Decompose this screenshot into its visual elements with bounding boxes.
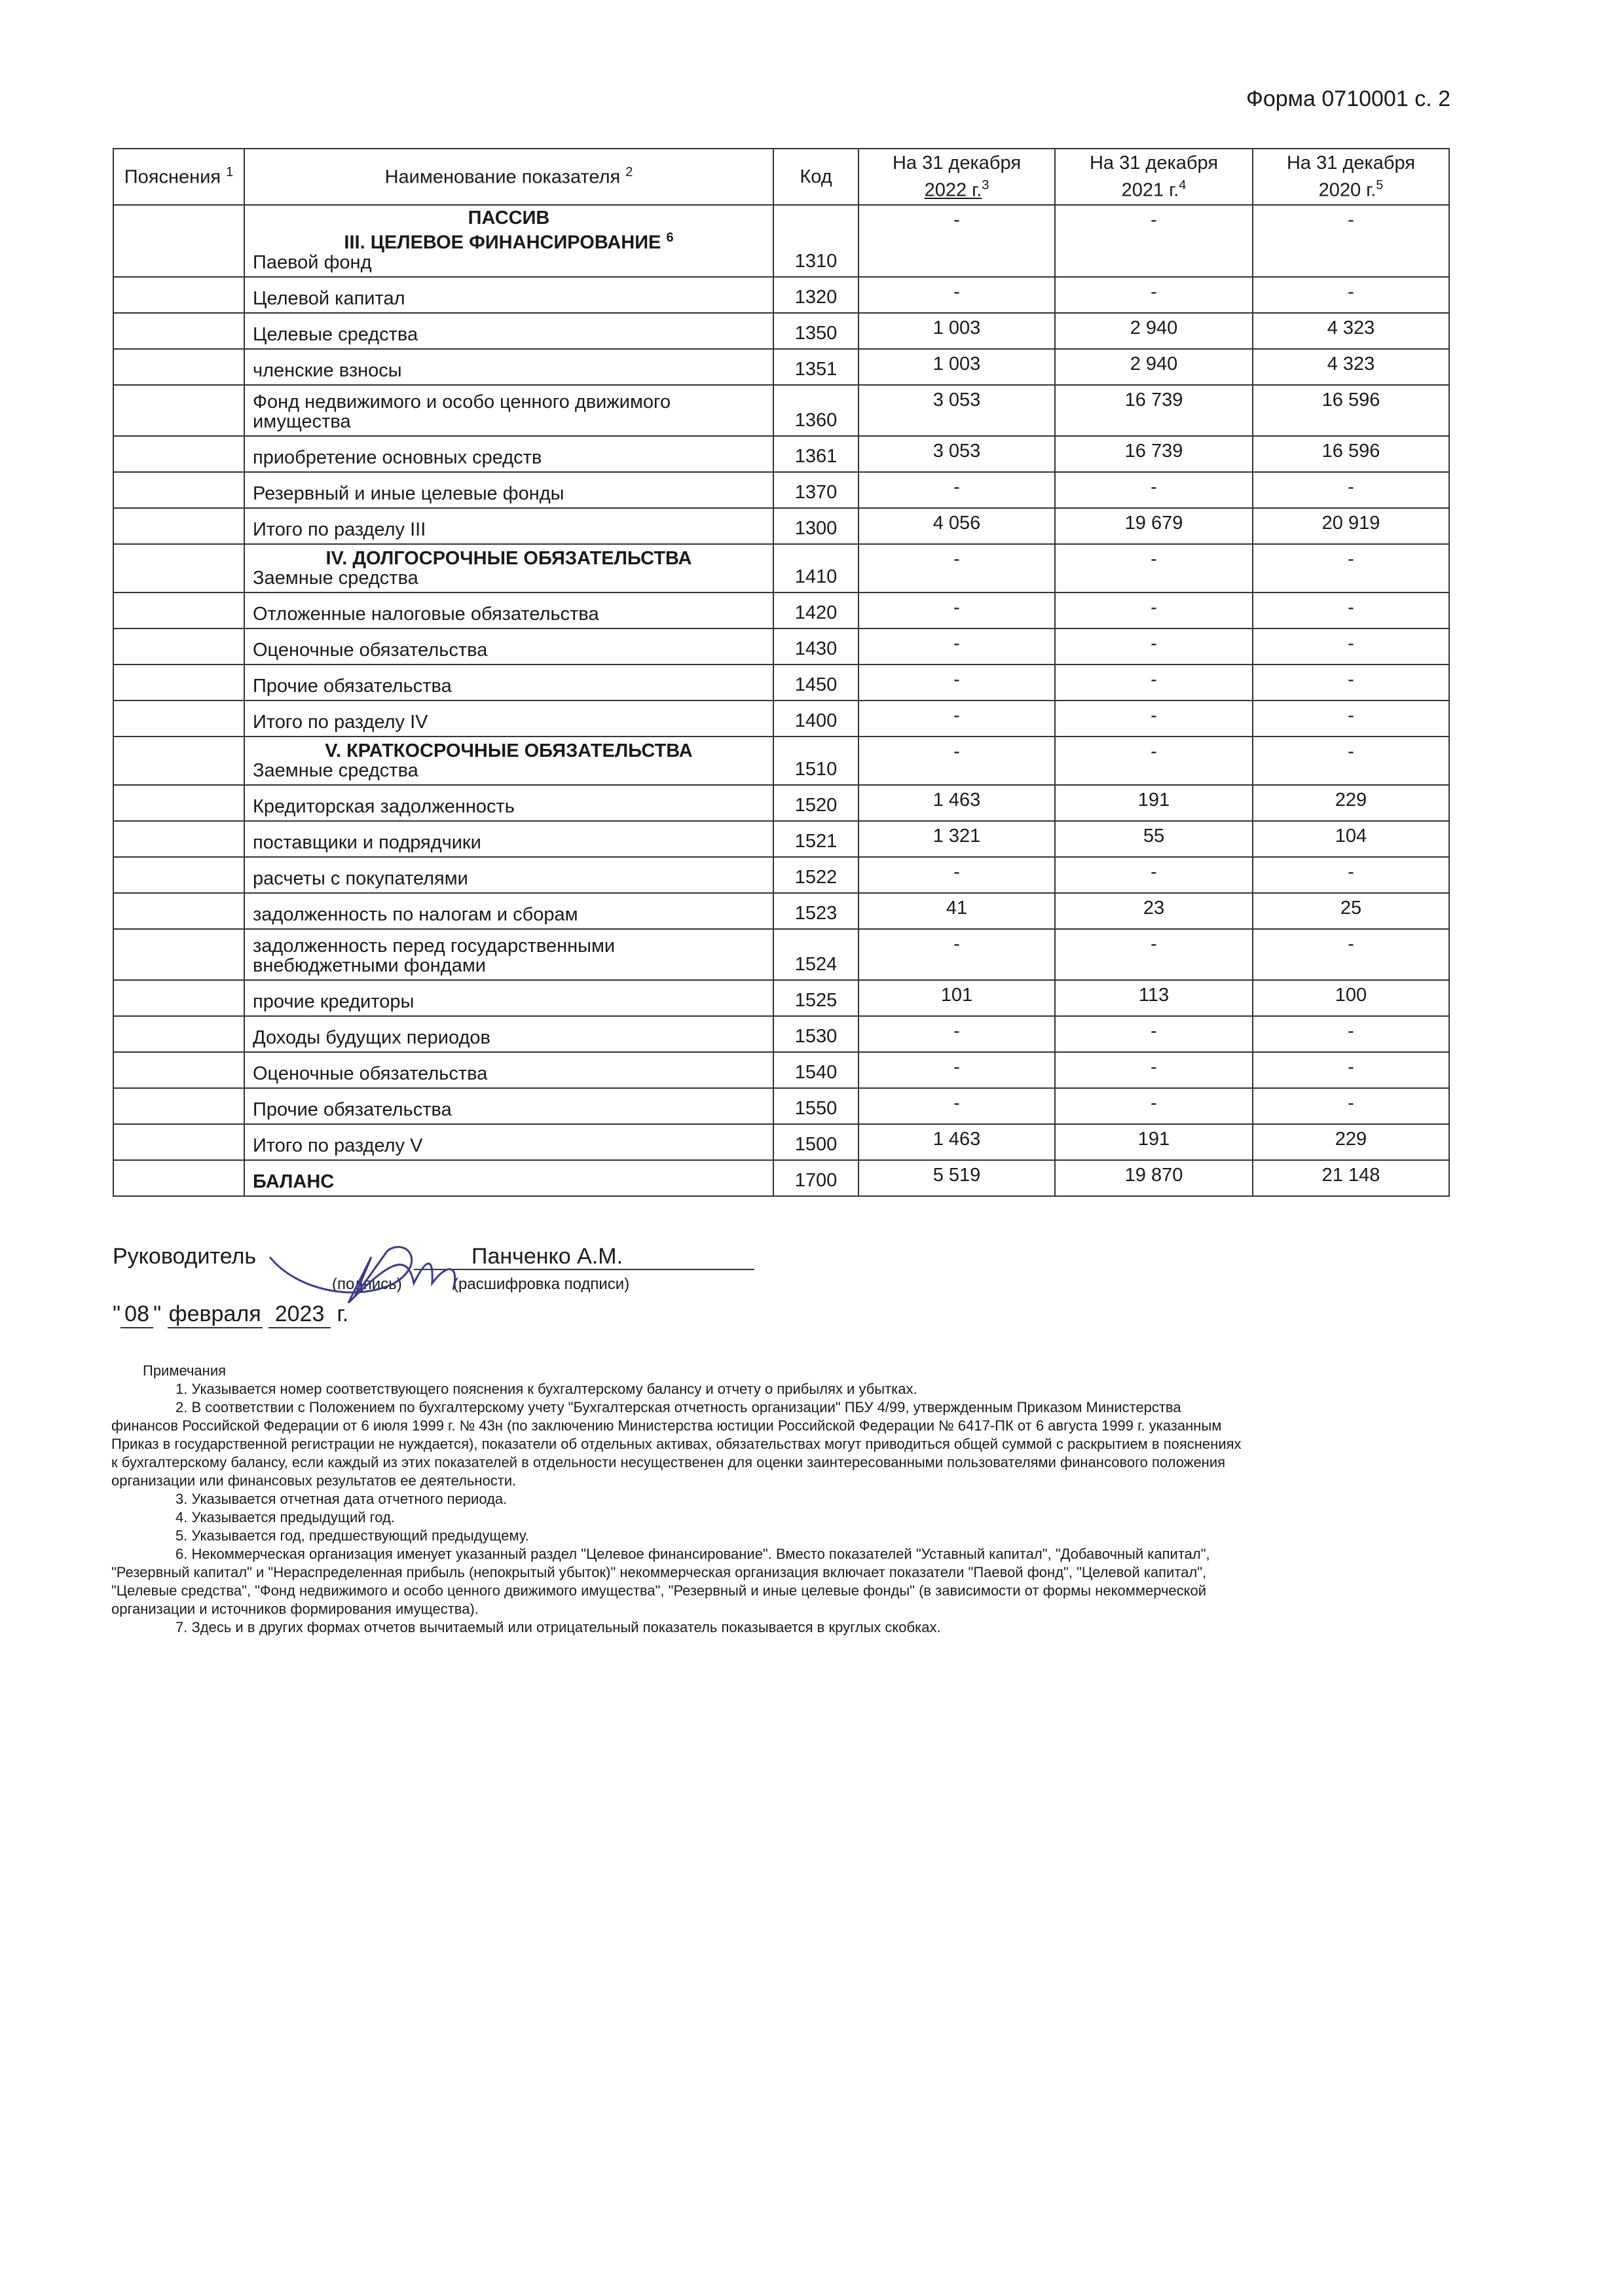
code-cell: 1523 [773, 893, 858, 929]
value-cell-v2: - [1055, 929, 1253, 980]
note-4: 4. Указывается предыдущий год. [175, 1509, 395, 1525]
indicator-name-cell [244, 1160, 773, 1196]
col-name-header: Наименование показателя $^2$ [244, 149, 773, 205]
code-cell: 1360 [773, 385, 858, 436]
table-row [113, 592, 1449, 629]
code-cell: 1525 [773, 980, 858, 1016]
indicator-name: поставщики и подрядчики [253, 832, 481, 853]
indicator-name-cell [244, 544, 773, 592]
table-row [113, 629, 1449, 665]
col-notes-header: Пояснения $^1$ [113, 149, 244, 205]
value-cell-v2: 55 [1055, 821, 1253, 857]
table-row [113, 544, 1449, 592]
notes-cell [113, 472, 244, 508]
indicator-name: Заемные средства [253, 760, 418, 781]
form-number: Форма 0710001 с. 2 [1246, 86, 1450, 111]
value-cell-v3: 229 [1253, 785, 1449, 821]
table-header [113, 149, 1449, 205]
note-7: 7. Здесь и в других формах отчетов вычитаемый или отрицательный показатель показывается в круглых скобках. [175, 1619, 941, 1635]
value-cell-v2: 2 940 [1055, 349, 1253, 385]
notes-cell [113, 349, 244, 385]
indicator-name-cell [244, 785, 773, 821]
indicator-name: прочие кредиторы [253, 991, 415, 1012]
value-cell-v1: - [858, 1052, 1055, 1088]
note-3: 3. Указывается отчетная дата отчетного периода. [175, 1491, 507, 1507]
code-cell: 1522 [773, 857, 858, 893]
notes-cell [113, 737, 244, 785]
value-cell-v2: - [1055, 737, 1253, 785]
table-row [113, 1160, 1449, 1196]
code-cell: 1530 [773, 1016, 858, 1052]
value-cell-v2: - [1055, 629, 1253, 665]
indicator-name: Отложенные налоговые обязательства [253, 604, 599, 625]
code-cell: 1521 [773, 821, 858, 857]
value-cell-v1: 4 056 [858, 508, 1055, 544]
value-cell-v1: 41 [858, 893, 1055, 929]
indicator-name-cell [244, 629, 773, 665]
section-title: III. ЦЕЛЕВОЕ ФИНАНСИРОВАНИЕ $^6$ [344, 230, 674, 253]
indicator-name-cell [244, 472, 773, 508]
signature-decode-caption: (расшифровка подписи) [453, 1275, 630, 1293]
notes-cell [113, 436, 244, 472]
table-row [113, 1052, 1449, 1088]
notes-cell [113, 629, 244, 665]
indicator-name: задолженность перед государственными внебюджетными фондами [253, 936, 616, 976]
value-cell-v2: - [1055, 277, 1253, 313]
sign-date: " 08 " февраля 2023 г. [113, 1302, 348, 1328]
code-cell: 1500 [773, 1124, 858, 1160]
indicator-name-cell [244, 205, 773, 277]
note-6: 6. Некоммерческая организация именует указанный раздел "Целевое финансирование". Вместо показателей "Уставный капитал", "Добавочный капитал", "Резервный капитал" и "Нераспределенная прибыль (непокрытый убыток)" некоммерческая организация включает показатели "Паевой фонд", "Целевой капитал", "Целевые средства", "Фонд недвижимого и особо ценного движимого имущества", "Резервный и иные целевые фонды" (в зависимости от формы некоммерческой организации и источников формирования имущества). [111, 1546, 1210, 1617]
indicator-name: Итого по разделу IV [253, 712, 428, 733]
indicator-name-cell [244, 980, 773, 1016]
col-code-header: Код [773, 149, 858, 205]
indicator-name: Фонд недвижимого и особо ценного движимого имущества [253, 392, 671, 432]
value-cell-v2: - [1055, 857, 1253, 893]
footnotes [111, 1362, 1244, 1637]
value-cell-v3: 4 323 [1253, 313, 1449, 349]
section-title: IV. ДОЛГОСРОЧНЫЕ ОБЯЗАТЕЛЬСТВА [325, 548, 692, 569]
note-1: 1. Указывается номер соответствующего пояснения к бухгалтерскому балансу и отчету о прибылях и убытках. [175, 1381, 917, 1397]
table-row [113, 929, 1449, 980]
value-cell-v2: 19 679 [1055, 508, 1253, 544]
indicator-name-cell [244, 277, 773, 313]
table-row [113, 701, 1449, 737]
date-month: февраля [168, 1302, 263, 1328]
indicator-name: расчеты с покупателями [253, 868, 468, 889]
value-cell-v3: - [1253, 1088, 1449, 1124]
notes-title: Примечания [143, 1362, 227, 1379]
notes-cell [113, 821, 244, 857]
indicator-name: БАЛАНС [253, 1171, 335, 1192]
table-row [113, 1088, 1449, 1124]
value-cell-v2: 16 739 [1055, 385, 1253, 436]
code-cell: 1350 [773, 313, 858, 349]
code-cell: 1310 [773, 205, 858, 277]
value-cell-v2: - [1055, 665, 1253, 701]
notes-cell [113, 544, 244, 592]
value-cell-v3: - [1253, 665, 1449, 701]
section-title: V. КРАТКОСРОЧНЫЕ ОБЯЗАТЕЛЬСТВА [325, 740, 693, 761]
code-cell: 1400 [773, 701, 858, 737]
indicator-name-cell [244, 701, 773, 737]
indicator-name-cell [244, 737, 773, 785]
value-cell-v1: 101 [858, 980, 1055, 1016]
value-cell-v1: - [858, 1088, 1055, 1124]
indicator-name: Оценочные обязательства [253, 1063, 488, 1084]
notes-cell [113, 313, 244, 349]
value-cell-v2: - [1055, 1016, 1253, 1052]
value-cell-v1: - [858, 737, 1055, 785]
value-cell-v3: - [1253, 1052, 1449, 1088]
value-cell-v3: - [1253, 737, 1449, 785]
value-cell-v3: - [1253, 1016, 1449, 1052]
col-2021-header: На 31 декабря 2021 г.$^4$ [1055, 149, 1253, 205]
table-row [113, 857, 1449, 893]
indicator-name: задолженность по налогам и сборам [253, 904, 578, 925]
value-cell-v1: - [858, 629, 1055, 665]
indicator-name: Целевой капитал [253, 288, 405, 309]
value-cell-v3: - [1253, 629, 1449, 665]
value-cell-v3: - [1253, 277, 1449, 313]
value-cell-v2: 16 739 [1055, 436, 1253, 472]
col-2020-header: На 31 декабря 2020 г.$^5$ [1253, 149, 1449, 205]
indicator-name: Итого по разделу III [253, 519, 426, 540]
value-cell-v3: 104 [1253, 821, 1449, 857]
indicator-name-cell [244, 436, 773, 472]
indicator-name-cell [244, 385, 773, 436]
indicator-name-cell [244, 349, 773, 385]
table-row [113, 313, 1449, 349]
value-cell-v1: 3 053 [858, 436, 1055, 472]
code-cell: 1300 [773, 508, 858, 544]
section-title: ПАССИВ [468, 208, 550, 229]
value-cell-v2: 191 [1055, 1124, 1253, 1160]
value-cell-v1: - [858, 929, 1055, 980]
notes-cell [113, 508, 244, 544]
value-cell-v3: 25 [1253, 893, 1449, 929]
value-cell-v1: - [858, 701, 1055, 737]
table-row [113, 1016, 1449, 1052]
value-cell-v2: - [1055, 701, 1253, 737]
value-cell-v3: 4 323 [1253, 349, 1449, 385]
value-cell-v1: 3 053 [858, 385, 1055, 436]
value-cell-v3: - [1253, 592, 1449, 629]
indicator-name: Кредиторская задолженность [253, 796, 515, 817]
value-cell-v3: 20 919 [1253, 508, 1449, 544]
code-cell: 1410 [773, 544, 858, 592]
note-5: 5. Указывается год, предшествующий предыдущему. [175, 1527, 529, 1544]
table-row [113, 665, 1449, 701]
signatory-name: Панченко А.М. [471, 1244, 623, 1269]
value-cell-v1: - [858, 665, 1055, 701]
notes-cell [113, 1016, 244, 1052]
indicator-name: Доходы будущих периодов [253, 1027, 490, 1048]
code-cell: 1320 [773, 277, 858, 313]
value-cell-v1: 5 519 [858, 1160, 1055, 1196]
value-cell-v2: 113 [1055, 980, 1253, 1016]
indicator-name: членские взносы [253, 360, 402, 381]
value-cell-v2: - [1055, 592, 1253, 629]
indicator-name-cell [244, 592, 773, 629]
value-cell-v2: 191 [1055, 785, 1253, 821]
table-row [113, 821, 1449, 857]
indicator-name: приобретение основных средств [253, 447, 542, 468]
notes-cell [113, 1088, 244, 1124]
code-cell: 1361 [773, 436, 858, 472]
value-cell-v2: 2 940 [1055, 313, 1253, 349]
value-cell-v3: 16 596 [1253, 436, 1449, 472]
code-cell: 1351 [773, 349, 858, 385]
indicator-name-cell [244, 821, 773, 857]
notes-cell [113, 893, 244, 929]
notes-cell [113, 592, 244, 629]
value-cell-v1: 1 003 [858, 349, 1055, 385]
indicator-name: Оценочные обязательства [253, 640, 488, 661]
value-cell-v1: - [858, 205, 1055, 277]
value-cell-v1: - [858, 592, 1055, 629]
value-cell-v3: 16 596 [1253, 385, 1449, 436]
code-cell: 1520 [773, 785, 858, 821]
value-cell-v1: - [858, 277, 1055, 313]
code-cell: 1510 [773, 737, 858, 785]
value-cell-v3: - [1253, 701, 1449, 737]
indicator-name-cell [244, 1052, 773, 1088]
signature-label: Руководитель [113, 1244, 257, 1269]
table-row [113, 1124, 1449, 1160]
col-2022-header: На 31 декабря 2022 г.$^3$ [858, 149, 1055, 205]
handwritten-signature [257, 1211, 492, 1316]
notes-cell [113, 665, 244, 701]
code-cell: 1420 [773, 592, 858, 629]
value-cell-v1: - [858, 1016, 1055, 1052]
value-cell-v2: - [1055, 1052, 1253, 1088]
value-cell-v3: - [1253, 857, 1449, 893]
table-row [113, 508, 1449, 544]
indicator-name-cell [244, 1016, 773, 1052]
table-row [113, 472, 1449, 508]
notes-cell [113, 929, 244, 980]
code-cell: 1550 [773, 1088, 858, 1124]
value-cell-v3: - [1253, 544, 1449, 592]
notes-cell [113, 1052, 244, 1088]
notes-cell [113, 980, 244, 1016]
date-day: 08 [120, 1302, 153, 1328]
notes-cell [113, 1124, 244, 1160]
value-cell-v2: - [1055, 205, 1253, 277]
value-cell-v1: 1 463 [858, 1124, 1055, 1160]
signature-caption: (подпись) [332, 1275, 402, 1293]
indicator-name-cell [244, 508, 773, 544]
indicator-name: Резервный и иные целевые фонды [253, 483, 564, 504]
indicator-name-cell [244, 929, 773, 980]
indicator-name: Прочие обязательства [253, 1099, 452, 1120]
value-cell-v1: 1 003 [858, 313, 1055, 349]
code-cell: 1430 [773, 629, 858, 665]
value-cell-v2: - [1055, 472, 1253, 508]
value-cell-v3: 229 [1253, 1124, 1449, 1160]
value-cell-v3: - [1253, 929, 1449, 980]
notes-cell [113, 277, 244, 313]
notes-cell [113, 205, 244, 277]
indicator-name-cell [244, 893, 773, 929]
notes-cell [113, 785, 244, 821]
indicator-name-cell [244, 313, 773, 349]
table-row [113, 349, 1449, 385]
value-cell-v3: - [1253, 472, 1449, 508]
indicator-name-cell [244, 1124, 773, 1160]
code-cell: 1450 [773, 665, 858, 701]
indicator-name-cell [244, 1088, 773, 1124]
date-year: 2023 [268, 1302, 331, 1328]
value-cell-v3: - [1253, 205, 1449, 277]
value-cell-v2: 23 [1055, 893, 1253, 929]
table-row [113, 205, 1449, 277]
indicator-name: Паевой фонд [253, 252, 372, 273]
notes-cell [113, 385, 244, 436]
balance-table [113, 148, 1450, 1197]
code-cell: 1524 [773, 929, 858, 980]
indicator-name-cell [244, 857, 773, 893]
indicator-name: Целевые средства [253, 324, 418, 345]
value-cell-v1: - [858, 544, 1055, 592]
indicator-name: Заемные средства [253, 568, 418, 589]
notes-cell [113, 1160, 244, 1196]
indicator-name: Прочие обязательства [253, 676, 452, 697]
table-row [113, 893, 1449, 929]
value-cell-v1: - [858, 857, 1055, 893]
table-row [113, 385, 1449, 436]
notes-cell [113, 857, 244, 893]
table-row [113, 277, 1449, 313]
value-cell-v1: - [858, 472, 1055, 508]
code-cell: 1540 [773, 1052, 858, 1088]
table-row [113, 737, 1449, 785]
value-cell-v3: 21 148 [1253, 1160, 1449, 1196]
table-row [113, 436, 1449, 472]
code-cell: 1370 [773, 472, 858, 508]
table-row [113, 785, 1449, 821]
code-cell: 1700 [773, 1160, 858, 1196]
indicator-name: Итого по разделу V [253, 1135, 423, 1156]
value-cell-v2: 19 870 [1055, 1160, 1253, 1196]
value-cell-v1: 1 463 [858, 785, 1055, 821]
note-2: 2. В соответствии с Положением по бухгалтерскому учету "Бухгалтерская отчетность организации" ПБУ 4/99, утвержденным Приказом Министерства финансов Российской Федерации от 6 июля 1999 г. № 43н (по заключению Министерства юстиции Российской Федерации № 6417-ПК от 6 августа 1999 г. указанным Приказ в государственной регистрации не нуждается), показатели об отдельных активах, обязательствах могут приводиться общей суммой с раскрытием в пояснениях к бухгалтерскому балансу, если каждый из этих показателей в отдельности несущественен для оценки заинтересованными пользователями финансового положения организации или финансовых результатов ее деятельности. [111, 1399, 1242, 1489]
table-row [113, 980, 1449, 1016]
notes-cell [113, 701, 244, 737]
value-cell-v1: 1 321 [858, 821, 1055, 857]
indicator-name-cell [244, 665, 773, 701]
value-cell-v2: - [1055, 544, 1253, 592]
value-cell-v2: - [1055, 1088, 1253, 1124]
value-cell-v3: 100 [1253, 980, 1449, 1016]
